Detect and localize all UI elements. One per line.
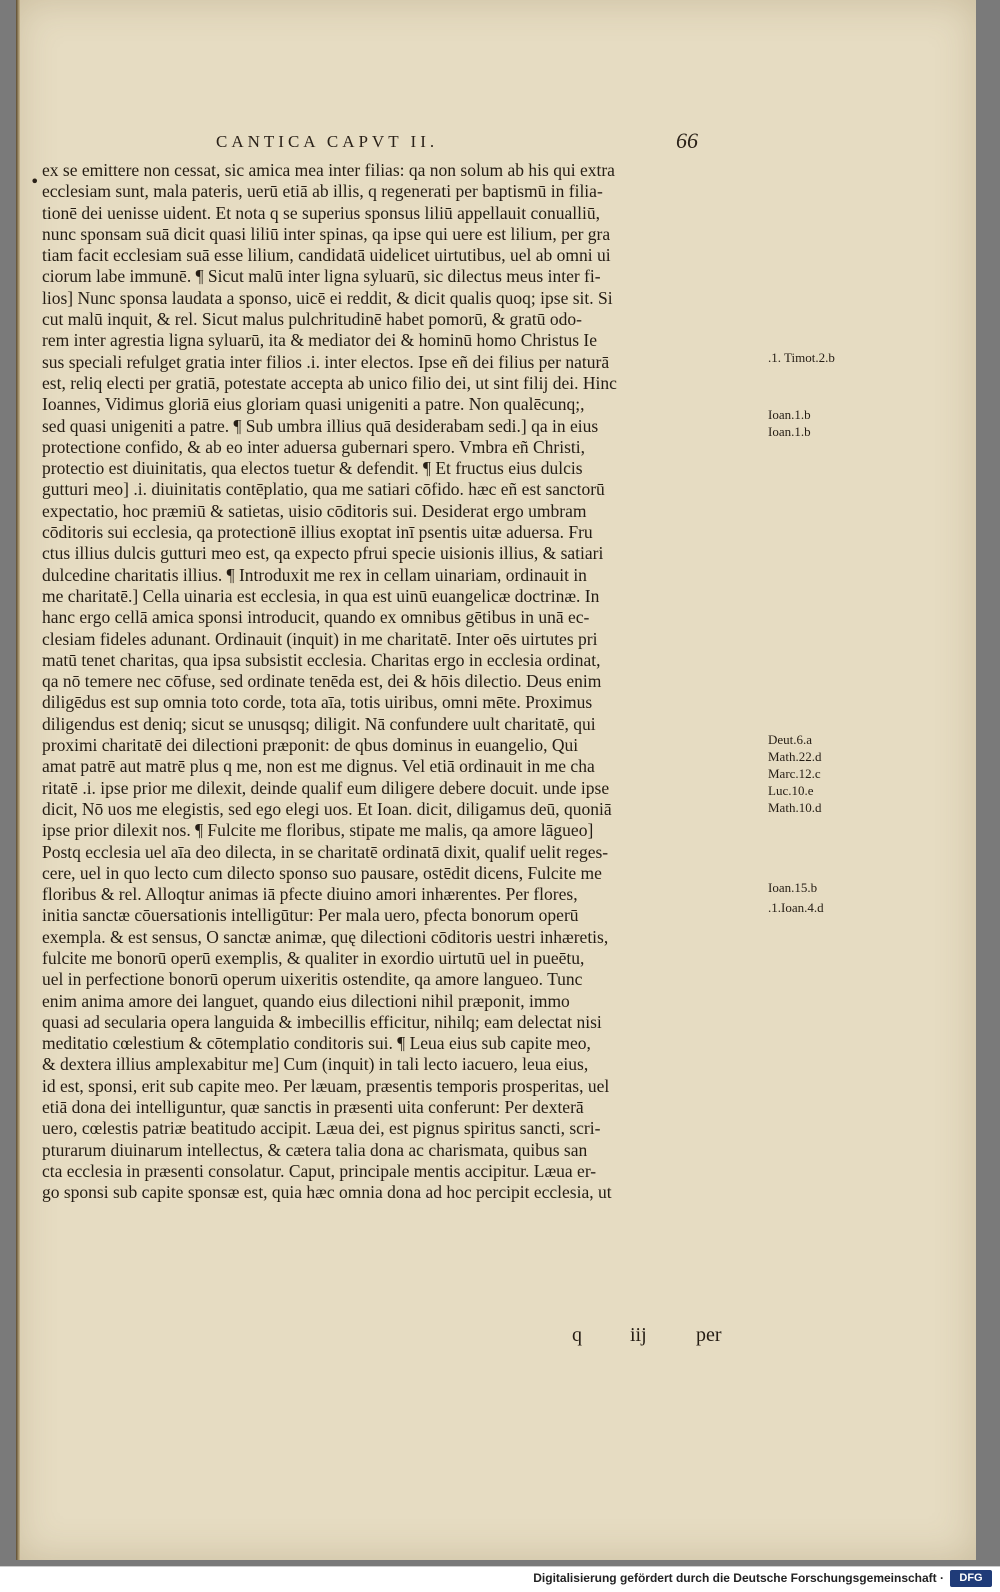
text-line: lios] Nunc sponsa laudata a sponso, uicē ei reddit, & dicit qualis quoq; ipse sit. Si bbox=[42, 287, 613, 308]
text-line: cut malū inquit, & rel. Sicut malus pulchritudinē habet pomorū, & gratū odo- bbox=[42, 309, 582, 330]
text-line: tionē dei uenisse uident. Et nota q se superius sponsus liliū appellauit conualliū, bbox=[42, 202, 600, 223]
signature-number: iij bbox=[630, 1324, 647, 1346]
text-line: hanc ergo cellā amica sponsi introducit, quando ex omnibus gētibus in unā ec- bbox=[42, 607, 590, 628]
text-line: diligēdus est sup omnia toto corde, tota aīa, totis uiribus, omni mēte. Proximus bbox=[42, 692, 593, 713]
text-line: initia sanctæ cōuersationis intelligūtur: Per mala uero, pfecta bonorum operū bbox=[42, 905, 579, 926]
text-line: ciorum labe immunē. ¶ Sicut malū inter ligna syluarū, sic dilectus meus inter fi- bbox=[42, 266, 601, 287]
text-line: fulcite me bonorū operū exemplis, & qualiter in exordio uirtutū uel in pueētu, bbox=[42, 947, 585, 968]
text-line: Ioannes, Vidimus gloriā eius gloriam quasi unigeniti a patre. Non qualēcunq;, bbox=[42, 394, 585, 415]
text-line: & dextera illius amplexabitur me] Cum (inquit) in tali lecto iacuero, leua eius, bbox=[42, 1054, 589, 1075]
text-line: rem inter agrestia ligna syluarū, ita & mediator dei & hominū homo Christus Ie bbox=[42, 330, 598, 351]
margin-note: Math.10.d bbox=[768, 800, 822, 815]
margin-note: .1. Timot.2.b bbox=[768, 350, 835, 365]
text-line: ex se emittere non cessat, sic amica mea inter filias: qa non solum ab his qui extra bbox=[42, 160, 615, 180]
signature-mark: q bbox=[572, 1324, 582, 1346]
margin-dot: • bbox=[30, 172, 40, 191]
text-line: est, reliq electi per gratiā, potestate accepta ab unico filio dei, ut sint filij dei. Hinc bbox=[42, 372, 617, 393]
margin-note: .1.Ioan.4.d bbox=[768, 900, 824, 915]
text-line: protectione confido, & ab eo inter aduersa gubernari spero. Vmbra eñ Christi, bbox=[42, 436, 585, 457]
text-line: proximi charitatē dei dilectioni præponit: de qbus dominus in euangelio, Qui bbox=[42, 735, 579, 756]
text-line: exempla. & est sensus, O sanctæ animæ, quę dilectioni cōditoris uestri inhæretis, bbox=[42, 926, 609, 947]
text-line: floribus & rel. Alloqtur animas iā pfecte diuino amori inhærentes. Per flores, bbox=[42, 884, 578, 905]
dfg-logo: DFG bbox=[950, 1570, 992, 1587]
text-line: etiā dona dei intelliguntur, quæ sanctis in præsenti uita conferunt: Per dexterā bbox=[42, 1097, 584, 1118]
text-line: cere, uel in quo lecto cum dilecto sponso suo pausare, ostēdit dicens, Fulcite me bbox=[42, 862, 602, 883]
margin-note: Deut.6.a bbox=[768, 732, 813, 747]
text-line: ctus illius dulcis gutturi meo est, qa expecto pfrui specie uisionis illius, & satiari bbox=[42, 543, 604, 564]
text-line: cōditoris sui ecclesia, qa protectionē illius exoptat inī psentis uitæ aduersa. Fru bbox=[42, 522, 593, 543]
margin-note: Marc.12.c bbox=[768, 766, 821, 781]
margin-note: Ioan.15.b bbox=[768, 880, 818, 895]
text-line: diligendus est deniq; sicut se unusqsq; diligit. Nā confundere uult charitatē, qui bbox=[42, 713, 596, 734]
text-line: enim anima amore dei languet, quando eius dilectioni nihil præponit, immo bbox=[42, 990, 570, 1011]
margin-note: Ioan.1.b bbox=[768, 407, 811, 422]
running-head-title: CANTICA CAPVT II. bbox=[216, 132, 439, 151]
catchword: per bbox=[696, 1324, 722, 1346]
text-line: dulcedine charitatis illius. ¶ Introduxit me rex in cellam uinariam, ordinauit in bbox=[42, 564, 587, 585]
text-line: ritatē .i. ipse prior me dilexit, deinde qualif eum diligere debere docuit. unde ipse bbox=[42, 777, 610, 798]
text-line: expectatio, hoc præmiū & satietas, uisio cōditoris sui. Desiderat ergo umbram bbox=[42, 500, 587, 521]
text-line: meditatio cœlestium & cōtemplatio conditoris sui. ¶ Leua eius sub capite meo, bbox=[42, 1033, 591, 1054]
text-line: id est, sponsi, erit sub capite meo. Per læuam, præsentis temporis prosperitas, uel bbox=[42, 1075, 610, 1096]
text-line: go sponsi sub capite sponsæ est, quia hæc omnia dona ad hoc percipit ecclesia, ut bbox=[42, 1182, 612, 1203]
text-line: ecclesiam sunt, mala pateris, uerū etiā ab illis, q regenerati per baptismū in filia- bbox=[42, 181, 603, 202]
text-line: Postq ecclesia uel aīa deo dilecta, in se charitatē ordinatā dixit, qualif uelit reges- bbox=[42, 841, 609, 862]
text-line: ipse prior dilexit nos. ¶ Fulcite me floribus, stipate me malis, qa amore lāgueo] bbox=[42, 820, 594, 841]
text-line: quasi ad secularia opera languida & imbecillis efficitur, nihilq; eam delectat nisi bbox=[42, 1011, 602, 1032]
margin-note: Math.22.d bbox=[768, 749, 822, 764]
text-line: sus speciali refulget gratia inter filios .i. inter electos. Ipse eñ dei filius per naturā bbox=[42, 351, 610, 372]
margin-note: Luc.10.e bbox=[768, 783, 814, 798]
footer-bar bbox=[0, 1566, 1000, 1592]
text-line: matū tenet charitas, qua ipsa subsistit ecclesia. Charitas ergo in ecclesia ordinat, bbox=[42, 649, 601, 670]
funding-notice: Digitalisierung gefördert durch die Deutsche Forschungsgemeinschaft · bbox=[533, 1571, 944, 1585]
text-line: me charitatē.] Cella uinaria est ecclesia, in qua est uinū euangelicæ doctrinæ. In bbox=[42, 585, 600, 606]
signature-line bbox=[16, 1324, 976, 1354]
folio-number: 66 bbox=[676, 128, 698, 153]
book-page bbox=[16, 0, 976, 1560]
text-line: qa nō temere nec cōfuse, sed ordinate tenēda est, dei & hōis dilectio. Deus enim bbox=[42, 671, 602, 692]
text-line: pturarum diuinarum intellectus, & cætera talia dona ac charismata, quibus san bbox=[42, 1139, 588, 1160]
text-line: sed quasi unigeniti a patre. ¶ Sub umbra illius quā desiderabam sedi.] qa in eius bbox=[42, 415, 599, 436]
text-line: amat patrē aut matrē plus q me, non est me dignus. Vel etiā ordinauit in me cha bbox=[42, 756, 595, 777]
text-line: tiam facit ecclesiam suā esse lilium, candidatā uidelicet uirtutibus, uel ab omni ui bbox=[42, 245, 611, 266]
running-head bbox=[16, 128, 976, 162]
text-line: nunc sponsam suā dicit quasi liliū inter spinas, qa ipse qui uere est lilium, per gra bbox=[42, 223, 611, 244]
text-line: dicit, Nō uos me elegistis, sed ego elegi uos. Et Ioan. dicit, diligamus deū, quoniā bbox=[42, 798, 612, 819]
text-line: protectio est diuinitatis, qua electos tuetur & defendit. ¶ Et fructus eius dulcis bbox=[42, 458, 583, 479]
text-line: gutturi meo] .i. diuinitatis contēplatio, qua me satiari cōfido. hæc eñ est sanctorū bbox=[42, 479, 605, 500]
text-line: uel in perfectione bonorū operum uixeritis ostendite, qa amore langueo. Tunc bbox=[42, 969, 583, 990]
margin-note: Ioan.1.b bbox=[768, 424, 811, 439]
text-line: uero, cœlestis patriæ beatitudo accipit. Læua dei, est pignus spiritus sancti, scri- bbox=[42, 1118, 601, 1139]
text-line: cta ecclesia in præsenti consolatur. Caput, principale mentis accipitur. Læua er- bbox=[42, 1160, 597, 1181]
body-text bbox=[42, 160, 835, 1204]
page-edge bbox=[16, 0, 20, 1560]
text-line: clesiam fideles adunant. Ordinauit (inquit) in me charitatē. Inter oēs uirtutes pri bbox=[42, 628, 598, 649]
margin-notes bbox=[768, 160, 868, 1160]
